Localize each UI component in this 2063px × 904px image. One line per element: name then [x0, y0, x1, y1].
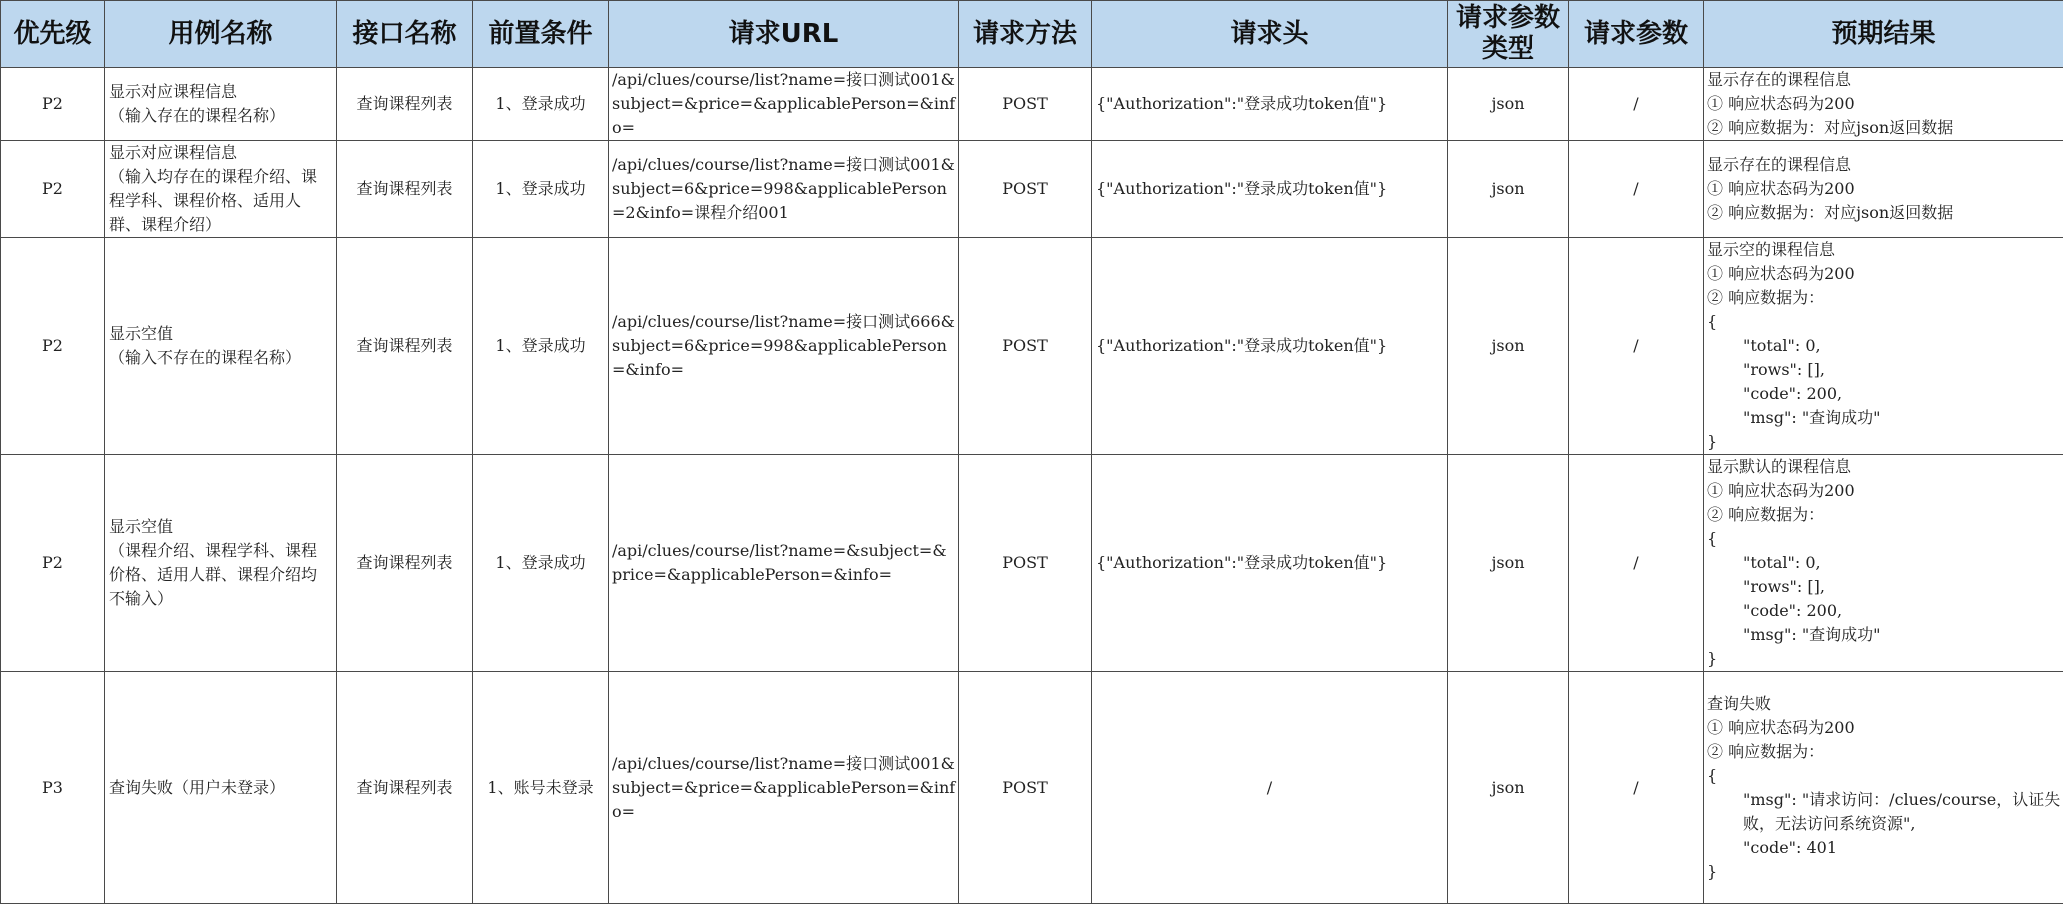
cell-request-headers: /: [1092, 672, 1448, 904]
cell-request-url: /api/clues/course/list?name=&subject=&price=&applicablePerson=&info=: [609, 455, 959, 672]
expected-line: ① 响应状态码为200: [1707, 479, 2061, 503]
cell-priority: P2: [1, 238, 105, 455]
expected-line: 显示存在的课程信息: [1707, 153, 2061, 177]
case-subtitle: （输入均存在的课程介绍、课程学科、课程价格、适用人群、课程介绍）: [109, 165, 332, 237]
cell-param-type: json: [1448, 672, 1569, 904]
cell-case-name: [105, 141, 337, 238]
header-expected: 预期结果: [1704, 1, 2063, 68]
expected-line: "code": 200,: [1707, 599, 2061, 623]
header-param-type: 请求参数 类型: [1448, 1, 1569, 68]
expected-line: }: [1707, 860, 2061, 884]
cell-expected: [1704, 455, 2063, 672]
expected-line: ① 响应状态码为200: [1707, 92, 2061, 116]
cell-request-method: POST: [959, 672, 1092, 904]
expected-line: "msg": "查询成功": [1707, 623, 2061, 647]
cell-param-type: json: [1448, 68, 1569, 141]
cell-params: /: [1569, 672, 1704, 904]
expected-line: ② 响应数据为：: [1707, 503, 2061, 527]
expected-line: {: [1707, 310, 2061, 334]
expected-line: 显示默认的课程信息: [1707, 455, 2061, 479]
case-subtitle: （课程介绍、课程学科、课程价格、适用人群、课程介绍均不输入）: [109, 539, 332, 611]
table-row: [1, 238, 2063, 455]
cell-priority: P2: [1, 68, 105, 141]
cell-api-name: 查询课程列表: [337, 141, 473, 238]
cell-expected: [1704, 141, 2063, 238]
cell-priority: P2: [1, 455, 105, 672]
case-title: 显示空值: [109, 515, 332, 539]
cell-case-name: [105, 238, 337, 455]
cell-params: /: [1569, 238, 1704, 455]
cell-expected: [1704, 238, 2063, 455]
cell-request-method: POST: [959, 141, 1092, 238]
cell-request-url: /api/clues/course/list?name=接口测试001&subject=&price=&applicablePerson=&info=: [609, 68, 959, 141]
expected-line: 查询失败: [1707, 692, 2061, 716]
cell-request-headers: {"Authorization":"登录成功token值"}: [1092, 238, 1448, 455]
case-subtitle: （输入不存在的课程名称）: [109, 346, 332, 370]
header-precondition: 前置条件: [473, 1, 609, 68]
expected-line: 显示空的课程信息: [1707, 238, 2061, 262]
expected-line: "rows": [],: [1707, 358, 2061, 382]
case-title: 显示对应课程信息: [109, 80, 332, 104]
cell-case-name: [105, 68, 337, 141]
cell-params: /: [1569, 141, 1704, 238]
expected-line: {: [1707, 527, 2061, 551]
expected-line: ① 响应状态码为200: [1707, 262, 2061, 286]
expected-line: ② 响应数据为：: [1707, 740, 2061, 764]
case-title: 显示空值: [109, 322, 332, 346]
cell-request-url: /api/clues/course/list?name=接口测试001&subject=6&price=998&applicablePerson=2&info=课程介绍001: [609, 141, 959, 238]
cell-expected: [1704, 68, 2063, 141]
expected-line: "rows": [],: [1707, 575, 2061, 599]
table-row: [1, 68, 2063, 141]
cell-precondition: 1、登录成功: [473, 238, 609, 455]
cell-params: /: [1569, 68, 1704, 141]
cell-priority: P3: [1, 672, 105, 904]
cell-request-url: /api/clues/course/list?name=接口测试666&subject=6&price=998&applicablePerson=&info=: [609, 238, 959, 455]
header-row: [1, 1, 2063, 68]
table-row: [1, 455, 2063, 672]
header-request-method: 请求方法: [959, 1, 1092, 68]
expected-line: "total": 0,: [1707, 551, 2061, 575]
expected-line: ② 响应数据为：: [1707, 286, 2061, 310]
header-case-name: 用例名称: [105, 1, 337, 68]
case-title: 显示对应课程信息: [109, 141, 332, 165]
cell-params: /: [1569, 455, 1704, 672]
expected-line: ① 响应状态码为200: [1707, 177, 2061, 201]
expected-line: ① 响应状态码为200: [1707, 716, 2061, 740]
cell-request-url: /api/clues/course/list?name=接口测试001&subject=&price=&applicablePerson=&info=: [609, 672, 959, 904]
cell-case-name: [105, 672, 337, 904]
expected-line: 显示存在的课程信息: [1707, 68, 2061, 92]
header-params: 请求参数: [1569, 1, 1704, 68]
header-request-headers: 请求头: [1092, 1, 1448, 68]
expected-line: {: [1707, 764, 2061, 788]
cell-api-name: 查询课程列表: [337, 455, 473, 672]
expected-line: ② 响应数据为：对应json返回数据: [1707, 116, 2061, 140]
cell-precondition: 1、账号未登录: [473, 672, 609, 904]
expected-line: "code": 401: [1707, 836, 2061, 860]
expected-line: "total": 0,: [1707, 334, 2061, 358]
expected-line: "code": 200,: [1707, 382, 2061, 406]
cell-api-name: 查询课程列表: [337, 68, 473, 141]
cell-param-type: json: [1448, 238, 1569, 455]
header-priority: 优先级: [1, 1, 105, 68]
case-subtitle: （输入存在的课程名称）: [109, 104, 332, 128]
expected-line: ② 响应数据为：对应json返回数据: [1707, 201, 2061, 225]
cell-request-headers: {"Authorization":"登录成功token值"}: [1092, 141, 1448, 238]
cell-expected: [1704, 672, 2063, 904]
cell-param-type: json: [1448, 141, 1569, 238]
cell-request-method: POST: [959, 68, 1092, 141]
cell-request-method: POST: [959, 455, 1092, 672]
cell-precondition: 1、登录成功: [473, 455, 609, 672]
cell-param-type: json: [1448, 455, 1569, 672]
header-api-name: 接口名称: [337, 1, 473, 68]
case-title: 查询失败（用户未登录）: [109, 776, 332, 800]
cell-api-name: 查询课程列表: [337, 238, 473, 455]
cell-request-headers: {"Authorization":"登录成功token值"}: [1092, 68, 1448, 141]
expected-line: }: [1707, 430, 2061, 454]
table-row: [1, 141, 2063, 238]
cell-precondition: 1、登录成功: [473, 141, 609, 238]
cell-precondition: 1、登录成功: [473, 68, 609, 141]
table-row: [1, 672, 2063, 904]
expected-line: "msg": "查询成功": [1707, 406, 2061, 430]
cell-request-headers: {"Authorization":"登录成功token值"}: [1092, 455, 1448, 672]
cell-api-name: 查询课程列表: [337, 672, 473, 904]
cell-case-name: [105, 455, 337, 672]
expected-line: }: [1707, 647, 2061, 671]
cell-priority: P2: [1, 141, 105, 238]
expected-line: "msg": "请求访问：/clues/course，认证失败，无法访问系统资源",: [1707, 788, 2061, 836]
header-request-url: 请求URL: [609, 1, 959, 68]
cell-request-method: POST: [959, 238, 1092, 455]
